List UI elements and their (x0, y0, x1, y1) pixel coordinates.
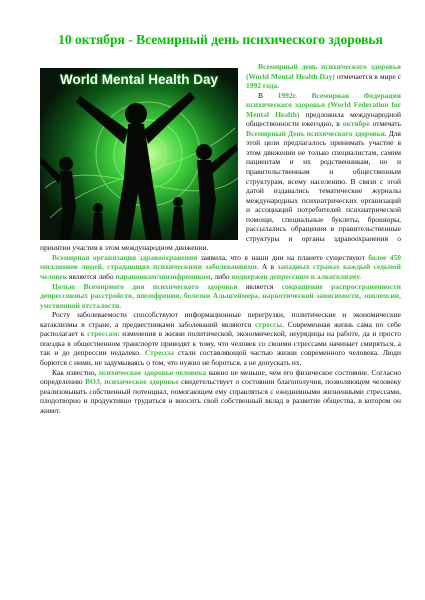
paragraph-3 (40, 253, 401, 282)
article-body (40, 62, 401, 415)
text-span: А в (258, 262, 278, 272)
text-span: октябре (342, 119, 370, 129)
text-span: Всемирная организация здравоохранения (52, 252, 198, 262)
text-span: отмечать (369, 119, 401, 129)
text-span: является либо (67, 272, 116, 282)
text-span: : изменения в жизни политической, экономической, неурядицы на работе, да и просто поездка в общественном транспорте приводят к тому, что человек со своими стрессами начинает смиряться, а так и до депрессии недалеко. (40, 329, 401, 358)
text-span: свидетельствует о состоянии благополучия, позволяющем человеку реализовывать собственный потенциал, помогающем ему справляться с ежедневными жизненными стрессами, плодотворно и продуктивно трудиться и вносить свой собственный вклад в развитие общества, в котором он живет. (40, 377, 401, 415)
text-span (297, 91, 312, 100)
text-span: психическое здоровье человека (98, 367, 207, 377)
text-span: является (237, 281, 282, 291)
text-span: стали составляющей частью жизни современного человека. Люди борются с ними, не задумываясь о том, что нужно не бороться, а не допускать их. (40, 348, 401, 367)
hero-title: World Mental Health Day (59, 72, 219, 87)
text-span: . Современная жизнь сама по себе располагает к (40, 319, 401, 339)
text-span: параноиком/шизофреником (115, 272, 211, 282)
world-mental-health-day-image (40, 68, 238, 240)
text-span: стрессы (254, 319, 283, 329)
text-span: Росту заболеваемости способствуют информационные перегрузки, политические и экономические катаклизмы в стране, а предвестниками заболеваний являются (40, 310, 401, 329)
text-span: Целью Всемирного дня психического здоровья (52, 281, 238, 291)
text-span: 1992 года (246, 81, 278, 91)
text-span: Всемирный день психического здоровья (World Mental Health Day) (246, 62, 401, 81)
text-span: Всемирный День психического здоровья. (246, 128, 387, 138)
text-span: подвержен депрессиям и алкоголизму. (231, 272, 362, 282)
text-span: , либо (210, 272, 232, 282)
text-span: предложила международной общественности ежегодно, в (246, 109, 401, 129)
paragraph-4 (40, 282, 401, 311)
text-span: заявила, что в наши дни на планете существуют (197, 252, 369, 262)
text-span: . (277, 81, 280, 91)
text-span: Стрессы (144, 348, 174, 358)
text-span: Как известно, (52, 367, 99, 377)
text-span: В (258, 90, 278, 100)
text-span: отмечается в мире с (334, 71, 401, 81)
page-title: 10 октября - Всемирный день психического здоровья (58, 32, 383, 47)
glowing-people-illustration (40, 68, 238, 240)
text-span: Всемирная Федерация психического здоровья (World Federation for Mental Health) (246, 90, 401, 119)
paragraph-5 (40, 310, 401, 367)
text-span: сокращение распространенности депрессивных расстройств, шизофрении, болезни Альцгеймера, наркотической зависимости, эпилепсии, умственной отсталости. (40, 281, 402, 310)
text-span: 1992г. (277, 90, 297, 100)
paragraph-6 (40, 368, 401, 416)
text-span: более 450 миллионов людей, страдающих психическими заболеваниями. (40, 252, 402, 272)
text-span: Для этой цели предлагалось принимать участие в этом движении не только специалистам, самим пациентам и их родственникам, но и правительственным и общественным структурам, всему населению. В связи с этой датой издавались тематические журналы международных психиатрических организаций и ассоциаций потребителей психиатрической помощи, специальные буклеты, брошюры, рассылались обращения в правительственные структуры и органы здравоохранения о принятии участия в этом международном движении. (40, 128, 401, 253)
text-span: западных странах каждый седьмой человек (40, 262, 402, 282)
text-span: важно не меньше, чем его физическое состояние. Согласно определению (40, 367, 401, 387)
text-span: ВОЗ, психическое здоровье (85, 377, 179, 387)
text-span: стрессам (87, 329, 118, 339)
